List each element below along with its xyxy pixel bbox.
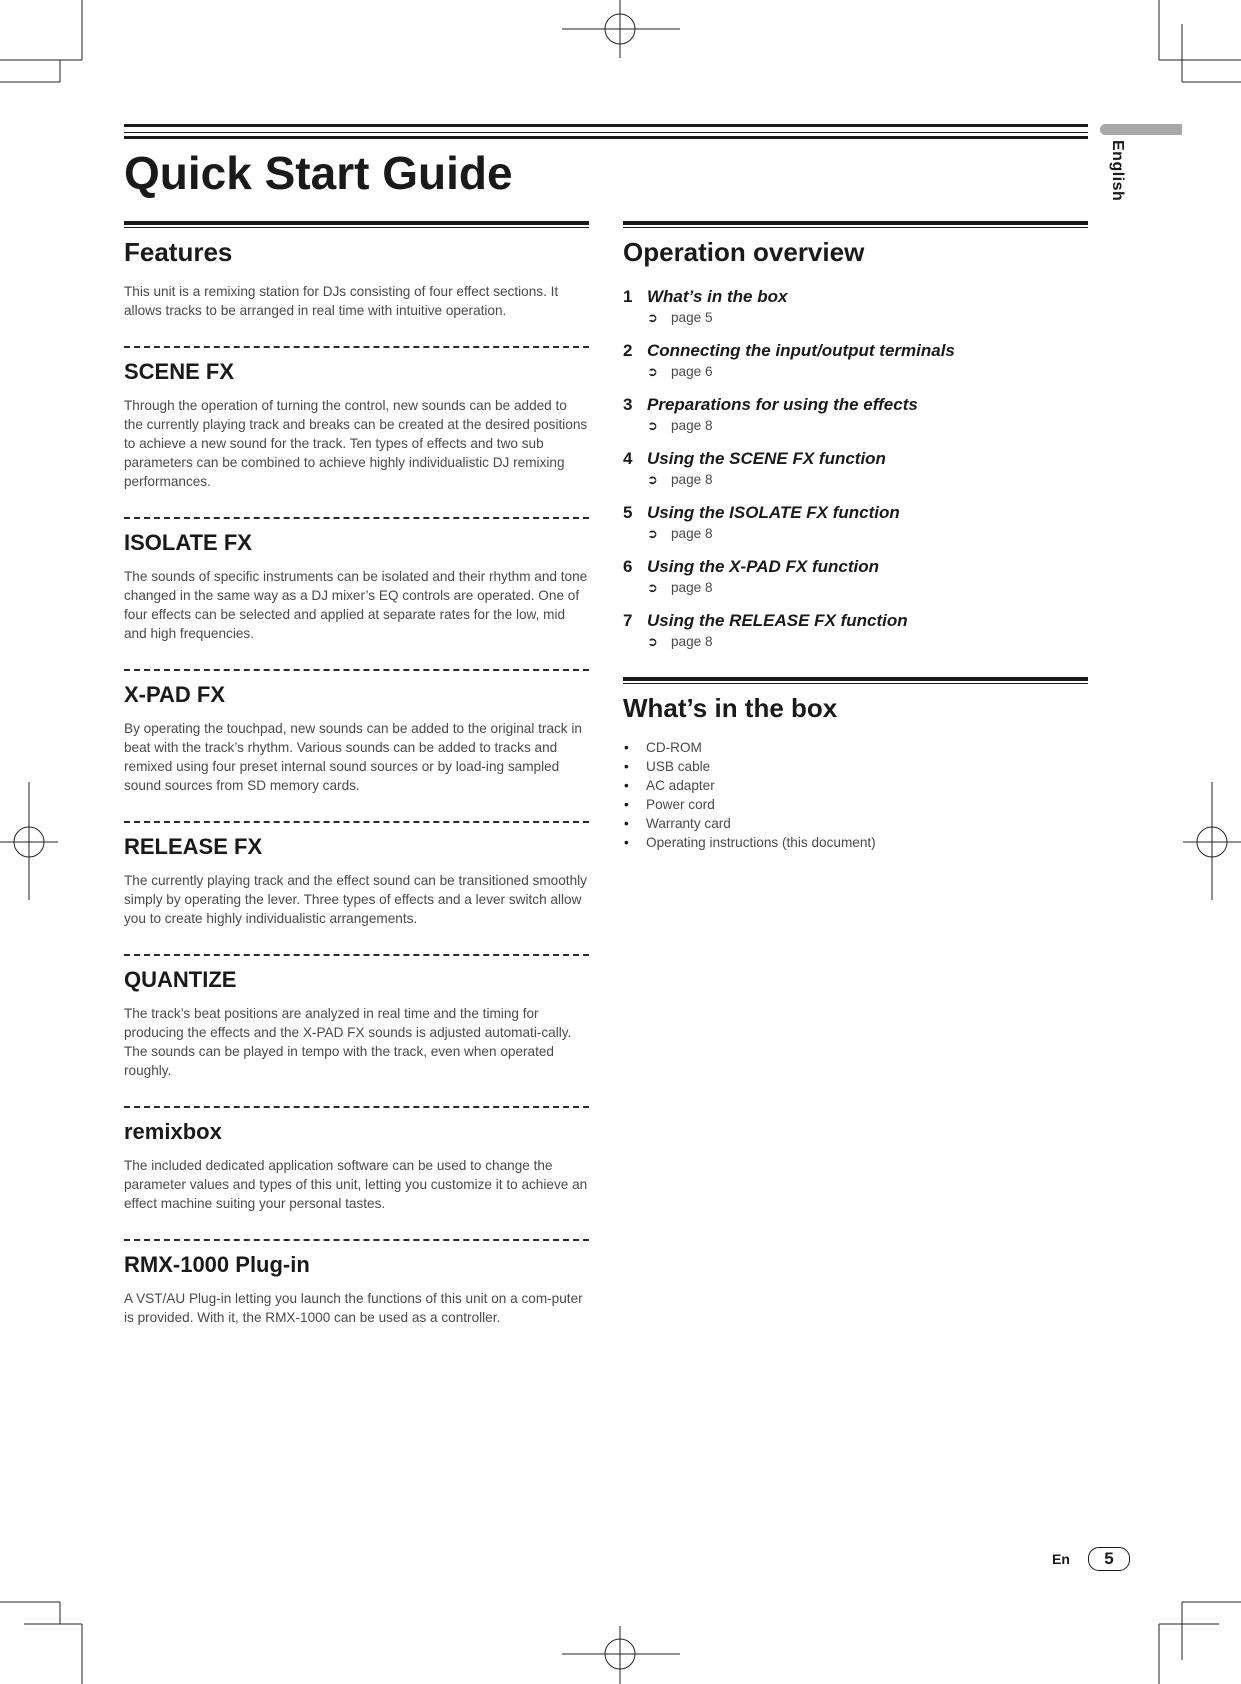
operation-item (623, 394, 1088, 435)
dashed-divider (124, 821, 589, 823)
list-item (623, 833, 1088, 852)
bullet-icon: • (624, 835, 629, 850)
feature-text: Through the operation of turning the control, new sounds can be added to the currently playing track and breaks can be created at the desired positions to achieve a new sound for the track. Ten types of effects and two sub parameters can be combined to achieve highly individualistic DJ remixing performances. (124, 398, 588, 489)
feature-text: The track’s beat positions are analyzed in real time and the timing for producing the effects and the X-PAD FX sounds is adjusted automati-cally. The sounds can be played in tempo with the track, even when operated roughly. (124, 1006, 572, 1078)
features-intro: This unit is a remixing station for DJs consisting of four effect sections. It allows tracks to be arranged in real time with intuitive operation. (124, 284, 559, 318)
step-label: Using the SCENE FX function (647, 449, 886, 468)
features-column (124, 221, 589, 1327)
feature-heading: SCENE FX (124, 359, 235, 384)
arrow-right-icon: ➲ (647, 526, 658, 541)
list-item (623, 738, 1088, 757)
step-label: Using the ISOLATE FX function (647, 503, 900, 522)
arrow-right-icon: ➲ (647, 418, 658, 433)
arrow-right-icon: ➲ (647, 634, 658, 649)
step-number: 6 (623, 557, 633, 576)
feature-heading: remixbox (124, 1119, 222, 1144)
dashed-divider (124, 517, 589, 519)
feature-text: The sounds of specific instruments can be isolated and their rhythm and tone changed in the same way as a DJ mixer’s EQ controls are operated. One of four effects can be selected and applied at separate rates for the low, mid and high frequencies. (124, 569, 588, 641)
list-item-text: CD-ROM (646, 740, 702, 755)
footer-language: En (1052, 1551, 1070, 1567)
step-number: 2 (623, 341, 633, 360)
list-item (623, 814, 1088, 833)
feature-heading: QUANTIZE (124, 967, 237, 992)
feature-heading: ISOLATE FX (124, 530, 252, 555)
title-rule (124, 132, 1088, 133)
dashed-divider (124, 1106, 589, 1108)
step-number: 4 (623, 449, 633, 468)
feature-text: The currently playing track and the effect sound can be transitioned smoothly simply by operating the lever. Three types of effects and a lever switch allow you to create highly individualistic arrangements. (124, 873, 587, 926)
page-reference: page 6 (671, 364, 713, 379)
features-heading: Features (124, 237, 233, 267)
page-title: Quick Start Guide (124, 147, 513, 199)
dashed-divider (124, 1239, 589, 1241)
bullet-icon: • (624, 778, 629, 793)
step-number: 7 (623, 611, 633, 630)
title-rule (124, 136, 1088, 139)
feature-heading: X-PAD FX (124, 682, 226, 707)
operation-item (623, 448, 1088, 489)
bullet-icon: • (624, 797, 629, 812)
feature-text: The included dedicated application software can be used to change the parameter values and types of this unit, letting you customize it to achieve an effect machine suiting your personal tastes. (124, 1158, 588, 1211)
operation-list (623, 286, 1088, 651)
section-rule (623, 677, 1088, 684)
language-tab-bar (1100, 124, 1182, 135)
list-item-text: Operating instructions (this document) (646, 835, 876, 850)
arrow-right-icon: ➲ (647, 580, 658, 595)
dashed-divider (124, 954, 589, 956)
arrow-right-icon: ➲ (647, 310, 658, 325)
page-reference: page 8 (671, 472, 713, 487)
list-item-text: Power cord (646, 797, 715, 812)
step-number: 1 (623, 287, 633, 306)
step-label: What’s in the box (647, 287, 788, 306)
feature-text: A VST/AU Plug-in letting you launch the functions of this unit on a com-puter is provided. With it, the RMX-1000 can be used as a controller. (124, 1291, 583, 1325)
box-contents-list (623, 738, 1088, 852)
page-reference: page 5 (671, 310, 713, 325)
list-item (623, 776, 1088, 795)
page-reference: page 8 (671, 634, 713, 649)
dashed-divider (124, 346, 589, 348)
list-item (623, 757, 1088, 776)
operation-item (623, 286, 1088, 327)
language-tab-label: English (1109, 140, 1126, 202)
arrow-right-icon: ➲ (647, 364, 658, 379)
whats-in-box-heading: What’s in the box (623, 693, 838, 723)
step-label: Connecting the input/output terminals (647, 341, 955, 360)
operation-item (623, 340, 1088, 381)
list-item-text: AC adapter (646, 778, 715, 793)
arrow-right-icon: ➲ (647, 472, 658, 487)
step-number: 5 (623, 503, 633, 522)
step-label: Using the X-PAD FX function (647, 557, 880, 576)
overview-column (623, 221, 1088, 852)
title-rule (124, 124, 1088, 127)
page-number: 5 (1088, 1547, 1130, 1571)
operation-item (623, 556, 1088, 597)
bullet-icon: • (624, 740, 629, 755)
bullet-icon: • (624, 759, 629, 774)
dashed-divider (124, 669, 589, 671)
step-number: 3 (623, 395, 633, 414)
operation-item (623, 610, 1088, 651)
step-label: Preparations for using the effects (647, 395, 918, 414)
feature-heading: RMX-1000 Plug-in (124, 1252, 310, 1277)
page-reference: page 8 (671, 418, 713, 433)
list-item-text: Warranty card (646, 816, 731, 831)
list-item (623, 795, 1088, 814)
list-item-text: USB cable (646, 759, 711, 774)
page-reference: page 8 (671, 580, 713, 595)
section-rule (623, 221, 1088, 228)
page-reference: page 8 (671, 526, 713, 541)
step-label: Using the RELEASE FX function (647, 611, 908, 630)
operation-item (623, 502, 1088, 543)
operation-overview-heading: Operation overview (623, 237, 865, 267)
feature-text: By operating the touchpad, new sounds can be added to the original track in beat with the track’s rhythm. Various sounds can be added to tracks and remixed using four preset internal sound sources or by load-ing sampled sound sources from SD memory cards. (124, 721, 582, 793)
section-rule (124, 221, 589, 228)
bullet-icon: • (624, 816, 629, 831)
feature-heading: RELEASE FX (124, 834, 263, 859)
